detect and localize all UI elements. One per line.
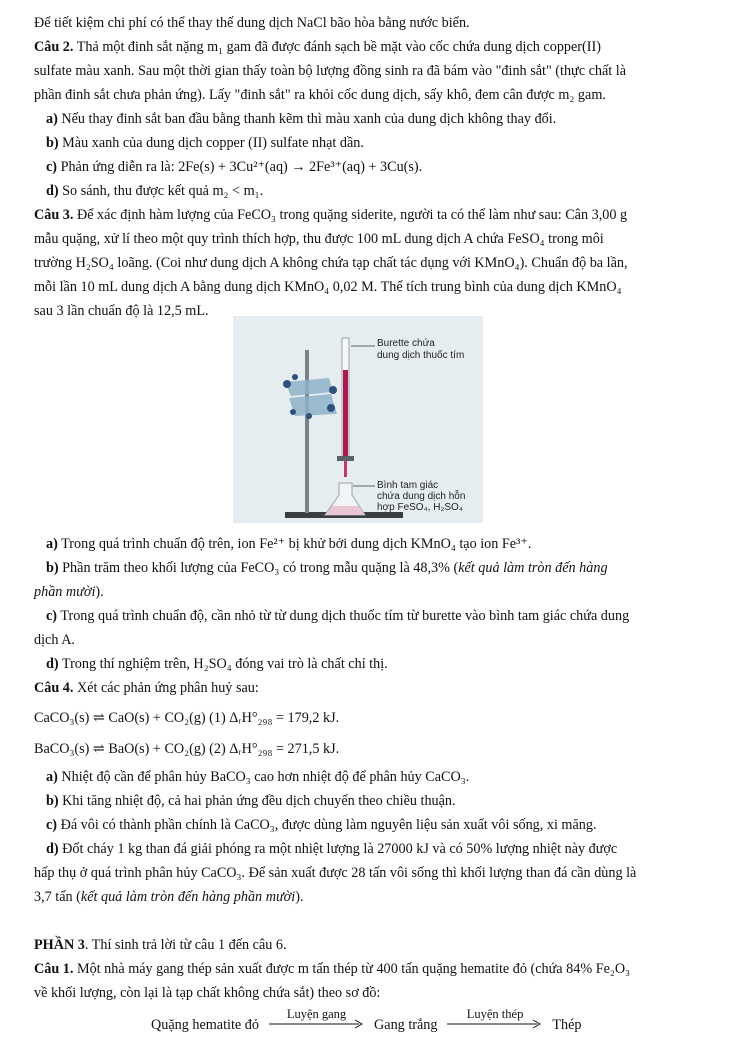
q4-option-a: a) Nhiệt độ cần để phân hủy BaCO₃ cao hơn nhiệt độ để phân hủy CaCO₃. [46, 769, 470, 785]
scheme-arrow-2 [447, 1007, 543, 1029]
clamp-upper [285, 378, 333, 396]
q3-line-1: Câu 3. Để xác định hàm lượng của FeCO₃ trong quặng siderite, người ta có thể làm như sau: Cân 3,00 g [34, 207, 628, 223]
clamp-knob [290, 409, 296, 415]
burette-label-line-2: dung dịch thuốc tím [377, 350, 465, 361]
q2-option-d: d) So sánh, thu được kết quả m₂ < m₁. [46, 183, 264, 199]
q3-line-3: trường H₂SO₄ loãng. (Coi như dung dịch A không chứa tạp chất tác dụng với KMnO₄). Chuẩn độ ba lần, [34, 255, 628, 271]
p3q1-line-2: về khối lượng, còn lại là tạp chất không chứa sắt) theo sơ đồ: [34, 985, 381, 1001]
q2-line-2: sulfate màu xanh. Sau một thời gian thấy toàn bộ lượng đồng sinh ra đã bám vào "đinh sắt" (thực chất là [34, 63, 627, 79]
scheme-start: Quặng hematite đỏ [151, 1017, 259, 1033]
flask-label-line-1: Bình tam giác [377, 480, 439, 491]
q3-label: Câu 3. [34, 207, 74, 223]
scheme-middle: Gang trắng [374, 1017, 438, 1033]
clamp-knob [306, 413, 312, 419]
q2-label: Câu 2. [34, 39, 74, 55]
production-scheme [151, 1007, 582, 1034]
q4-option-b: b) Khi tăng nhiệt độ, cả hai phản ứng đều dịch chuyển theo chiều thuận. [46, 793, 456, 809]
q4-equation-2: BaCO₃(s) ⇌ BaO(s) + CO₂(g) (2) ΔᵣH°₂₉₈ = 271,5 kJ. [34, 741, 340, 757]
q2-option-b: b) Màu xanh của dung dịch copper (II) sulfate nhạt dần. [46, 135, 364, 151]
q2-option-c: c) Phản ứng diễn ra là: 2Fe(s) + 3Cu²⁺(aq) → 2Fe³⁺(aq) + 3Cu(s). [46, 159, 423, 175]
q3-option-b: b) Phần trăm theo khối lượng của FeCO₃ có trong mẫu quặng là 48,3% (kết quả làm tròn đến hàng [46, 560, 608, 576]
q3-line-4: mỗi lần 10 mL dung dịch A bằng dung dịch KMnO₄ 0,02 M. Thể tích trung bình của dung dịch KMnO₄ [34, 279, 622, 295]
p3q1-line-1: Câu 1. Một nhà máy gang thép sản xuất được m tấn thép từ 400 tấn quặng hematite đỏ (chứa 84% Fe₂O₃ [34, 961, 631, 977]
q3-option-d: d) Trong thí nghiệm trên, H₂SO₄ đóng vai trò là chất chỉ thị. [46, 656, 388, 672]
q3-line-5: sau 3 lần chuẩn độ là 12,5 mL. [34, 303, 209, 319]
part3-heading: PHẦN 3. Thí sinh trả lời từ câu 1 đến câu 6. [34, 937, 287, 953]
q4-equation-1: CaCO₃(s) ⇌ CaO(s) + CO₂(g) (1) ΔᵣH°₂₉₈ = 179,2 kJ. [34, 710, 340, 726]
scheme-end: Thép [552, 1017, 582, 1033]
clamp-knob [329, 386, 337, 394]
intro-line: Để tiết kiệm chi phí có thể thay thế dung dịch NaCl bão hòa bằng nước biển. [34, 15, 470, 31]
q4-label: Câu 4. [34, 680, 74, 696]
q4-option-d-cont-1: hấp thụ ở quá trình phân hủy CaCO₃. Để sản xuất được 28 tấn vôi sống thì khối lượng than đá cần dùng là [34, 865, 637, 881]
stand-rod [305, 350, 309, 513]
flask-solution [325, 506, 365, 515]
scheme-arrow-1-label: Luyện gang [286, 1007, 347, 1021]
q4-option-c: c) Đá vôi có thành phần chính là CaCO₃, được dùng làm nguyên liệu sản xuất vôi sống, xi măng. [46, 817, 597, 833]
clamp-knob [327, 404, 335, 412]
q2-line-3: phần đinh sắt chưa phản ứng). Lấy "đinh sắt" ra khỏi cốc dung dịch, sấy khô, đem cân được m₂ gam. [34, 87, 606, 103]
q2-line-1: Câu 2. Thả một đinh sắt nặng m₁ gam đã được đánh sạch bề mặt vào cốc chứa dung dịch copper(II) [34, 39, 601, 55]
burette-tip [344, 461, 347, 477]
q3-line-2: mẫu quặng, xử lí theo một quy trình thích hợp, thu được 100 mL dung dịch A chứa FeSO₄ trong môi [34, 231, 604, 247]
scheme-arrow-2-label: Luyện thép [466, 1007, 524, 1021]
q4-option-d-cont-2: 3,7 tấn (kết quả làm tròn đến hàng phần mười). [34, 889, 304, 905]
flask-label-line-2: chứa dung dịch hỗn [377, 491, 466, 502]
q3-option-a: a) Trong quá trình chuẩn độ trên, ion Fe²⁺ bị khử bởi dung dịch KMnO₄ tạo ion Fe³⁺. [46, 536, 532, 552]
burette-stopcock [337, 456, 354, 461]
clamp-knob [283, 380, 291, 388]
flask-label-line-3: hợp FeSO₄, H₂SO₄ [377, 502, 463, 513]
q2-option-a: a) Nếu thay đinh sắt ban đầu bằng thanh kẽm thì màu xanh của dung dịch không thay đổi. [46, 111, 557, 127]
q4-option-d: d) Đốt cháy 1 kg than đá giải phóng ra một nhiệt lượng là 27000 kJ và có 50% lượng nhiệt này được [46, 841, 618, 857]
burette-liquid [343, 370, 348, 456]
p3q1-label: Câu 1. [34, 961, 74, 977]
q3-option-b-cont: phần mười). [34, 584, 104, 600]
scheme-arrow-1 [269, 1007, 365, 1029]
titration-figure [233, 316, 483, 523]
q3-option-c-cont: dịch A. [34, 632, 75, 648]
q3-option-c: c) Trong quá trình chuẩn độ, cần nhỏ từ từ dung dịch thuốc tím từ burette vào bình tam giác chứa dung [46, 608, 630, 624]
burette-label-line-1: Burette chứa [377, 338, 435, 349]
q4-line-1: Câu 4. Xét các phản ứng phân huỷ sau: [34, 680, 259, 696]
clamp-knob [292, 374, 298, 380]
